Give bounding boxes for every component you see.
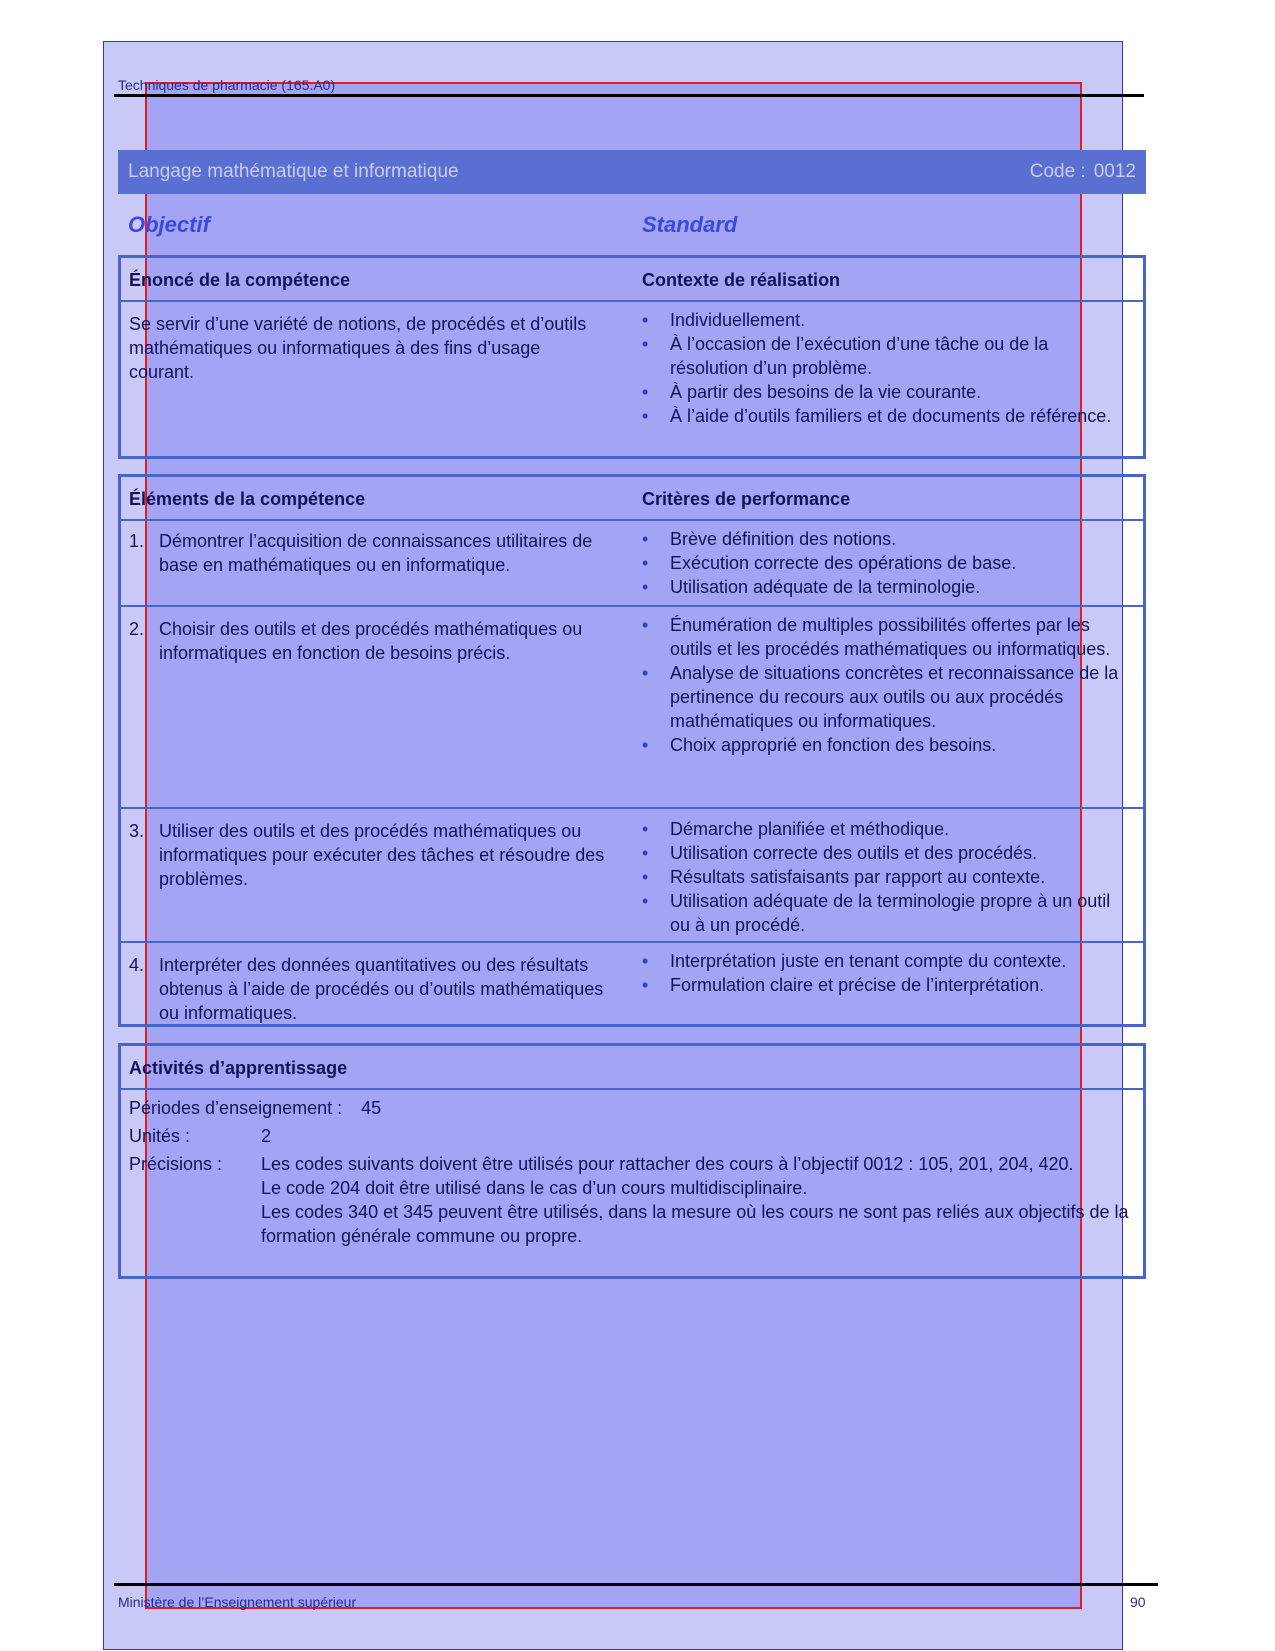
element-text: Interpréter des données quantitatives ou des résultats obtenus à l’aide de procédés ou d’outils mathématiques ou informatiques. [159, 955, 604, 1023]
list-item: • À partir des besoins de la vie courante. [642, 380, 1127, 404]
footer-rule [114, 1583, 1158, 1586]
element-number: 3. [129, 821, 145, 841]
objectif-heading: Objectif [128, 212, 210, 237]
list-item: • Utilisation adéquate de la terminologie propre à un outil ou à un procédé. [642, 889, 1132, 937]
element-text: Utiliser des outils et des procédés mathématiques ou informatiques pour exécuter des tâches et résoudre des problèmes. [159, 821, 605, 889]
enonce-text: Se servir d’une variété de notions, de procédés et d’outils mathématiques ou informatiques à des fins d’usage courant. [129, 314, 587, 382]
program-header: Techniques de pharmacie (165.A0) [118, 77, 336, 93]
elements-heading: Éléments de la compétence [129, 489, 366, 509]
competency-code [1030, 161, 1136, 183]
elements-box [118, 474, 1146, 1027]
list-item: • Analyse de situations concrètes et reconnaissance de la pertinence du recours aux outils ou aux procédés mathématiques ou informatiques. [642, 661, 1132, 733]
criteria-list-1 [642, 527, 1132, 599]
periodes-value: 45 [361, 1098, 382, 1118]
periodes-label: Périodes d’enseignement : [129, 1098, 343, 1118]
enonce-heading: Énoncé de la compétence [129, 270, 351, 290]
element-number: 4. [129, 955, 145, 975]
unites-row [129, 1124, 190, 1148]
list-item: • Interprétation juste en tenant compte du contexte. [642, 949, 1132, 973]
divider [121, 1088, 1143, 1090]
element-number: 1. [129, 531, 145, 551]
criteria-list-4 [642, 949, 1132, 997]
list-item: • Utilisation adéquate de la terminologie. [642, 575, 1132, 599]
precisions-list [261, 1152, 1141, 1248]
divider [121, 300, 1143, 302]
list-item: • Formulation claire et précise de l’interprétation. [642, 973, 1132, 997]
page-number: 90 [1130, 1594, 1146, 1610]
list-item: • À l’occasion de l’exécution d’une tâche ou de la résolution d’un problème. [642, 332, 1127, 380]
divider [121, 807, 1143, 809]
list-item: • Choix approprié en fonction des besoins. [642, 733, 1132, 757]
header-rule [114, 94, 1144, 97]
precision-item: Le code 204 doit être utilisé dans le cas d’un cours multidisciplinaire. [261, 1178, 808, 1198]
unites-value: 2 [261, 1126, 272, 1146]
precision-item: Les codes 340 et 345 peuvent être utilisés, dans la mesure où les cours ne sont pas reliés aux objectifs de la formation générale commune ou propre. [261, 1202, 1129, 1246]
criteria-list-3 [642, 817, 1132, 937]
divider [121, 941, 1143, 943]
list-item: • Brève définition des notions. [642, 527, 1132, 551]
element-row-4 [129, 953, 619, 1025]
list-item: • Exécution correcte des opérations de base. [642, 551, 1132, 575]
code-label: Code : [1029, 161, 1086, 182]
precision-item: Les codes suivants doivent être utilisés pour rattacher des cours à l’objectif 0012 : 105, 201, 204, 420. [261, 1154, 1074, 1174]
criteres-heading: Critères de performance [642, 489, 851, 509]
activites-heading: Activités d’apprentissage [129, 1058, 348, 1078]
element-row-1 [129, 529, 619, 577]
precisions-label: Précisions : [129, 1154, 223, 1174]
code-value: 0012 [1093, 161, 1136, 182]
criteria-list-2 [642, 613, 1132, 757]
element-row-3 [129, 819, 619, 891]
standard-heading: Standard [642, 212, 738, 237]
list-item: • Utilisation correcte des outils et des procédés. [642, 841, 1132, 865]
element-row-2 [129, 617, 619, 665]
competency-title: Langage mathématique et informatique [128, 161, 459, 182]
element-text: Démontrer l’acquisition de connaissances utilitaires de base en mathématiques ou en informatique. [159, 531, 593, 575]
divider [121, 519, 1143, 521]
competence-box [118, 255, 1146, 459]
competency-banner [118, 150, 1146, 194]
periodes-row [129, 1096, 381, 1120]
list-item: • Énumération de multiples possibilités offertes par les outils et les procédés mathématiques ou informatiques. [642, 613, 1132, 661]
unites-label: Unités : [129, 1126, 191, 1146]
contexte-heading: Contexte de réalisation [642, 270, 841, 290]
list-item: • À l’aide d’outils familiers et de documents de référence. [642, 404, 1127, 428]
contexte-list [642, 308, 1127, 428]
footer-ministry: Ministère de l’Enseignement supérieur [118, 1594, 357, 1610]
list-item: • Résultats satisfaisants par rapport au contexte. [642, 865, 1132, 889]
list-item: • Démarche planifiée et méthodique. [642, 817, 1132, 841]
divider [121, 605, 1143, 607]
list-item: • Individuellement. [642, 308, 1127, 332]
activites-box [118, 1043, 1146, 1279]
element-number: 2. [129, 619, 145, 639]
element-text: Choisir des outils et des procédés mathématiques ou informatiques en fonction de besoins précis. [159, 619, 583, 663]
